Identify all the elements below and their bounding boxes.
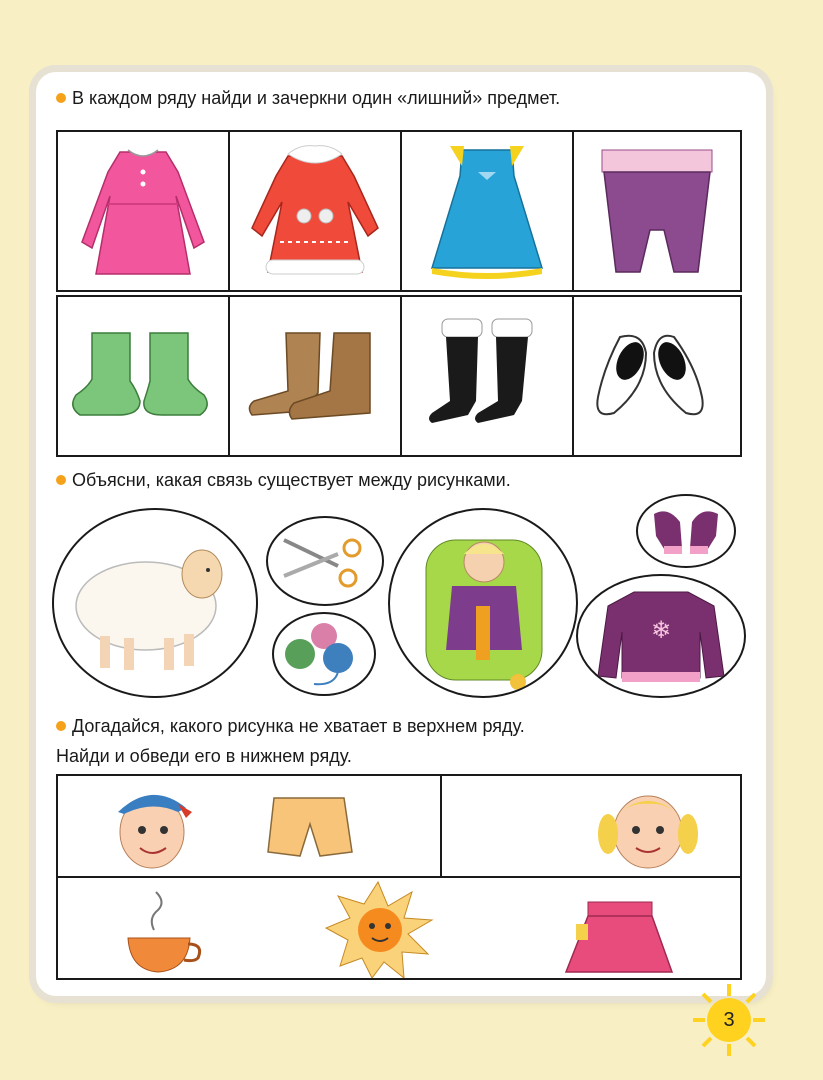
sheep-circle[interactable] xyxy=(52,508,258,698)
yarn-circle[interactable] xyxy=(272,612,376,696)
boy-face-icon[interactable] xyxy=(118,795,192,868)
blue-sundress-icon xyxy=(402,132,572,290)
white-shoes-icon xyxy=(574,297,740,455)
scissors-icon xyxy=(268,518,382,604)
red-winter-coat-icon xyxy=(230,132,400,290)
black-fur-boots-icon xyxy=(402,297,572,455)
black-boots-cell[interactable] xyxy=(400,295,574,457)
task-text: В каждом ряду найди и зачеркни один «лишний» предмет. xyxy=(72,88,561,108)
svg-text:❄: ❄ xyxy=(650,616,672,644)
sheep-icon xyxy=(54,510,256,696)
pink-dress-cell[interactable] xyxy=(56,130,230,292)
bullet-icon xyxy=(56,475,66,485)
page-number: 3 xyxy=(723,1009,735,1031)
task-connection xyxy=(56,470,511,491)
girl-face-icon[interactable] xyxy=(442,776,740,876)
red-coat-cell[interactable] xyxy=(228,130,402,292)
task-text: Объясни, какая связь существует между рисунками. xyxy=(72,470,511,490)
yarn-balls-icon xyxy=(274,614,374,694)
task-text: Догадайся, какого рисунка не хватает в верхнем ряду. xyxy=(72,716,525,736)
task-odd-one-out xyxy=(56,88,560,109)
brown-boots-icon xyxy=(230,297,400,455)
shorts-icon[interactable] xyxy=(268,798,352,856)
green-boots-cell[interactable] xyxy=(56,295,230,457)
brown-boots-cell[interactable] xyxy=(228,295,402,457)
purple-overalls-cell[interactable] xyxy=(572,130,742,292)
missing-top-right-cell xyxy=(440,774,742,878)
scissors-circle[interactable] xyxy=(266,516,384,606)
task-text: Найди и обведи его в нижнем ряду. xyxy=(56,746,352,766)
task-missing-1 xyxy=(56,716,525,737)
grandma-knitting-icon xyxy=(390,510,576,696)
sweater-circle[interactable] xyxy=(576,574,746,698)
task-missing-2 xyxy=(56,746,352,767)
skirt-icon[interactable] xyxy=(566,902,672,972)
missing-bottom-cell xyxy=(56,876,742,980)
mittens-circle[interactable] xyxy=(636,494,736,568)
grandma-circle[interactable] xyxy=(388,508,578,698)
green-felt-boots-icon xyxy=(58,297,228,455)
pink-dress-icon xyxy=(58,132,228,290)
sweater-icon xyxy=(578,576,744,696)
bullet-icon xyxy=(56,721,66,731)
blue-sundress-cell[interactable] xyxy=(400,130,574,292)
sun-icon[interactable] xyxy=(326,882,432,978)
mittens-icon xyxy=(638,496,734,566)
missing-top-left-cell xyxy=(56,774,442,878)
white-shoes-cell[interactable] xyxy=(572,295,742,457)
bullet-icon xyxy=(56,93,66,103)
purple-overalls-icon xyxy=(574,132,740,290)
teacup-icon[interactable] xyxy=(128,892,200,972)
